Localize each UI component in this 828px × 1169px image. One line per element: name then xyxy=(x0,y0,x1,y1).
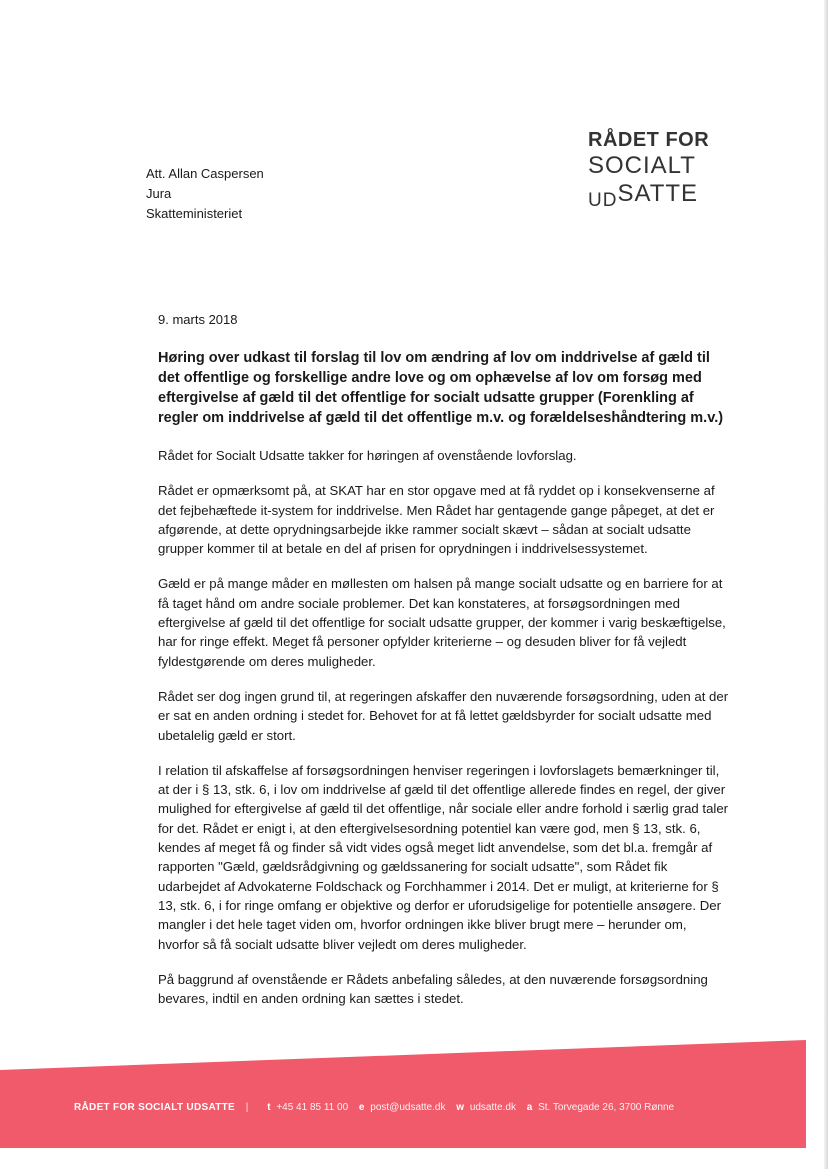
paragraph: Rådet for Socialt Udsatte takker for høringen af ovenstående lovforslag. xyxy=(158,448,577,463)
recipient-name: Att. Allan Caspersen xyxy=(146,166,264,181)
recipient-organization: Skatteministeriet xyxy=(146,206,243,221)
paragraph: Gæld er på mange måder en møllesten om halsen på mange socialt udsatte og en barriere for at få taget hånd om andre sociale problemer. Det kan konstateres, at forsøgsordningen med eftergivelse af gæld til det offentlige for socialt udsatte grupper, der kommer i varig beskæftigelse, har for ringe effekt. Meget få personer opfylder kriterierne – og desuden bliver for få vejledt fyldestgørende om deres muligheder. xyxy=(158,576,726,669)
footer-band xyxy=(0,1040,806,1148)
logo-line-3 xyxy=(588,180,728,210)
logo-ud: UD xyxy=(588,190,618,211)
logo-line-2: SOCIALT xyxy=(588,152,696,179)
logo-satte: SATTE xyxy=(617,180,699,207)
footer-address-label: a xyxy=(526,1102,533,1113)
page-edge xyxy=(824,0,828,1169)
footer-web-label: w xyxy=(456,1102,465,1113)
footer-email: post@udsatte.dk xyxy=(370,1102,446,1113)
footer-contact xyxy=(74,1102,774,1113)
organization-logo xyxy=(588,128,728,210)
footer-phone: +45 41 85 11 00 xyxy=(276,1102,349,1113)
recipient-department: Jura xyxy=(146,186,172,201)
paragraph: På baggrund af ovenstående er Rådets anbefaling således, at den nuværende forsøgsordning bevares, indtil en anden ordning kan sættes i stedet. xyxy=(158,971,708,1007)
paragraph: Rådet ser dog ingen grund til, at regeringen afskaffer den nuværende forsøgsordning, uden at der er sat en anden ordning i stedet for. Behovet for at få lettet gældsbyrder for socialt udsatte med ubetalelig gæld er stort. xyxy=(158,688,729,743)
letter-date: 9. marts 2018 xyxy=(158,312,238,327)
paragraph: Rådet er opmærksomt på, at SKAT har en stor opgave med at få ryddet op i konsekvenserne af det fejbehæftede it-system for inddrivelse. Men Rådet har gentagende gange påpeget, at det er afgørende, at dette oprydningsarbejde ikke rammer socialt skævt – sådan at socialt udsatte grupper kommer til at betale en del af prisen for oprydningen i inddrivelsessystemet. xyxy=(158,483,715,557)
footer-phone-label: t xyxy=(267,1102,271,1113)
paragraph: I relation til afskaffelse af forsøgsordningen henviser regeringen i lovforslagets bemærkninger til, at der i § 13, stk. 6, i lov om inddrivelse af gæld til det offentlige allerede findes en regel, der giver mulighed for eftergivelse af gæld til det offentlige, når sociale eller andre forhold i særlig grad taler for det. Rådet er enigt i, at den eftergivelsesordning potentiel kan være god, men § 13, stk. 6, kendes af meget få og finder så vidt vides også meget lidt anvendelse, som det bl.a. fremgår af rapporten "Gæld, gældsrådgivning og gældssanering for socialt udsatte", som Rådet fik udarbejdet af Advokaterne Foldschack og Forchhammer i 2014. Det er muligt, at kriterierne for § 13, stk. 6, i for ringe omfang er objektive og derfor er uforudsigelige for potentielle ansøgere. Der mangler i det hele taget viden om, hvorfor ordningen ikke bliver brugt mere – herunder om, hvorfor så få socialt udsatte bliver vejledt om deres muligheder. xyxy=(158,762,729,952)
footer-website: udsatte.dk xyxy=(469,1102,516,1113)
letter-subject: Høring over udkast til forslag til lov om ændring af lov om inddrivelse af gæld til det offentlige og forskellige andre love og om ophævelse af lov om forsøg med eftergivelse af gæld til det offentlige for socialt udsatte grupper (Forenkling af regler om inddrivelse af gæld til det offentlige m.v. og forældelseshåndtering m.v.) xyxy=(158,350,724,426)
letter-body xyxy=(158,446,730,1024)
footer-separator: | xyxy=(245,1102,249,1113)
footer-org-name: RÅDET FOR SOCIALT UDSATTE xyxy=(74,1102,236,1113)
logo-line-1: RÅDET FOR xyxy=(588,129,710,151)
footer-address: St. Torvegade 26, 3700 Rønne xyxy=(538,1102,675,1113)
footer-email-label: e xyxy=(358,1102,365,1113)
recipient-address xyxy=(146,164,264,224)
